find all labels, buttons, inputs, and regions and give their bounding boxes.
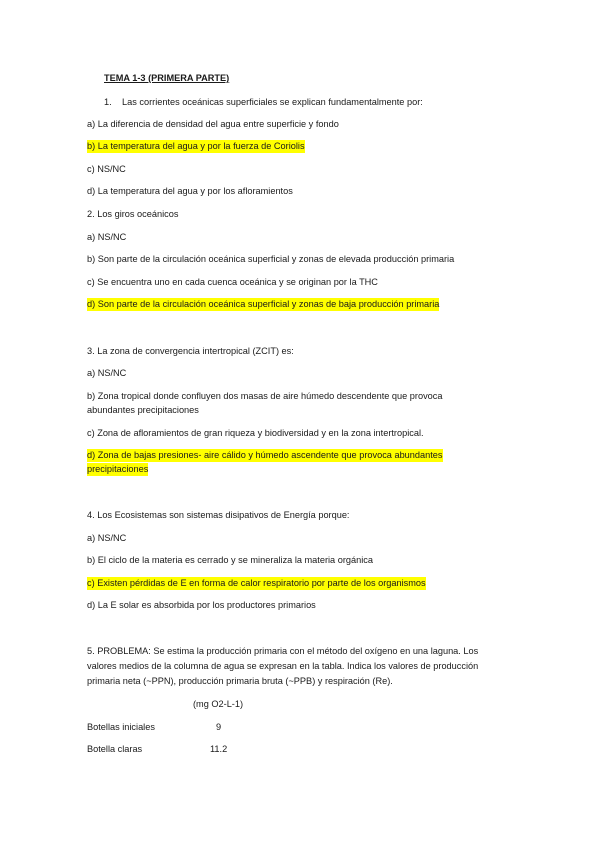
question-1-text: Las corrientes oceánicas superficiales se explican fundamentalmente por:	[122, 97, 423, 107]
table-unit-header: (mg O2-L-1)	[193, 699, 244, 709]
question-4-stem: 4. Los Ecosistemas son sistemas disipativos de Energía porque:	[87, 510, 350, 520]
table-row-value: 11.2	[210, 744, 228, 754]
question-3-option-c: c) Zona de afloramientos de gran riqueza y biodiversidad y en la zona intertropical.	[87, 428, 424, 438]
table-row-value: 9	[216, 722, 222, 732]
question-4-option-c: c) Existen pérdidas de E en forma de calor respiratorio por parte de los organismos	[87, 578, 426, 588]
question-4-option-b: b) El ciclo de la materia es cerrado y se mineraliza la materia orgánica	[87, 555, 373, 565]
question-3-stem: 3. La zona de convergencia intertropical (ZCIT) es:	[87, 346, 294, 356]
question-3-option-a: a) NS/NC	[87, 368, 127, 378]
question-5-stem-line-2: valores medios de la columna de agua se expresan en la tabla. Indica los valores de producción	[87, 661, 479, 671]
question-1-option-b: b) La temperatura del agua y por la fuerza de Coriolis	[87, 141, 305, 151]
document-title: TEMA 1-3 (PRIMERA PARTE)	[104, 73, 230, 83]
question-3-option-b-cont: abundantes precipitaciones	[87, 405, 199, 415]
question-1-stem	[104, 96, 423, 109]
question-1-option-a: a) La diferencia de densidad del agua entre superficie y fondo	[87, 119, 339, 129]
question-1-option-d: d) La temperatura del agua y por los afloramientos	[87, 186, 293, 196]
question-5-stem-line-1: 5. PROBLEMA: Se estima la producción primaria con el método del oxígeno en una laguna. Los	[87, 646, 479, 656]
table-row-label: Botellas iniciales	[87, 722, 155, 732]
question-2-stem: 2. Los giros oceánicos	[87, 209, 179, 219]
table-row-label: Botella claras	[87, 744, 143, 754]
question-1-option-c: c) NS/NC	[87, 164, 126, 174]
question-2-option-a: a) NS/NC	[87, 232, 127, 242]
question-4-option-d: d) La E solar es absorbida por los productores primarios	[87, 600, 316, 610]
question-4-option-a: a) NS/NC	[87, 533, 127, 543]
question-2-option-b: b) Son parte de la circulación oceánica superficial y zonas de elevada producción primaria	[87, 254, 455, 264]
question-3-option-b: b) Zona tropical donde confluyen dos masas de aire húmedo descendente que provoca	[87, 391, 443, 401]
question-3-option-d: d) Zona de bajas presiones- aire cálido y húmedo ascendente que provoca abundantes	[87, 450, 443, 460]
question-3-option-d-cont: precipitaciones	[87, 464, 149, 474]
question-1-number: 1.	[104, 97, 112, 107]
question-5-stem-line-3: primaria neta (~PPN), producción primaria bruta (~PPB) y respiración (Re).	[87, 676, 393, 686]
question-2-option-d: d) Son parte de la circulación oceánica superficial y zonas de baja producción primaria	[87, 299, 440, 309]
question-2-option-c: c) Se encuentra uno en cada cuenca oceánica y se originan por la THC	[87, 277, 378, 287]
